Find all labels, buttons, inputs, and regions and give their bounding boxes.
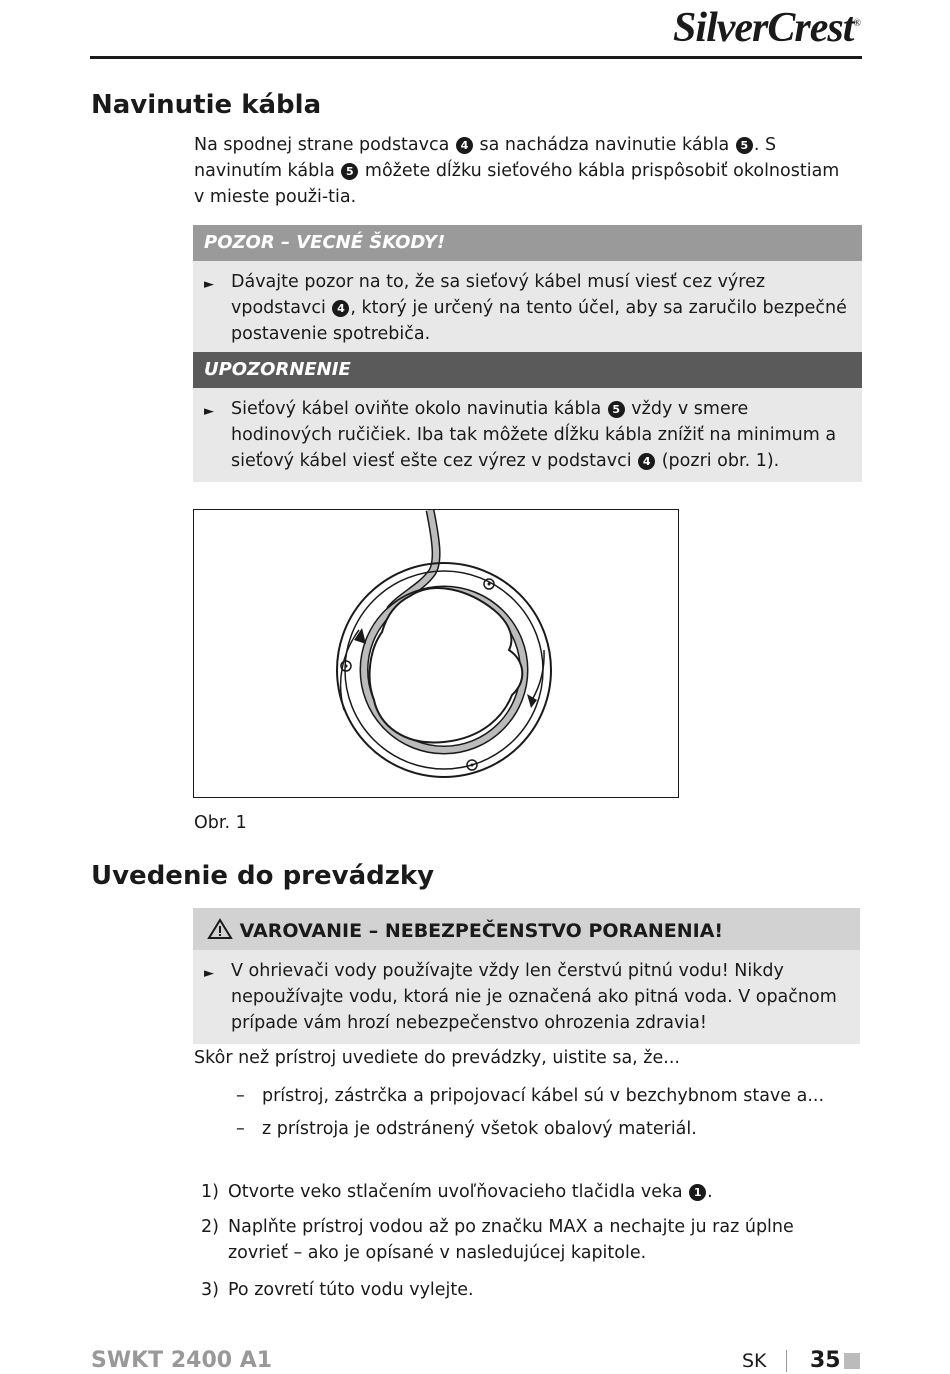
notice-box [193,352,862,482]
bullet-arrow-icon: ► [204,277,214,292]
caution-box [193,225,862,355]
footer-divider [786,1350,787,1372]
cable-wrap-illustration [194,510,678,797]
brand-logo: SilverCrest® [673,5,860,51]
bullet-arrow-icon: ► [204,404,214,419]
step-item: 3) Po zovretí túto vodu vylejte. [201,1280,474,1300]
footer-language: SK [742,1350,767,1372]
warning-heading: VAROVANIE – NEBEZPEČENSTVO PORANENIA! [193,908,860,950]
check-item: – prístroj, zástrčka a pripojovací kábel sú v bezchybnom stave a... [236,1086,825,1106]
footer-square-icon [844,1353,860,1369]
section-title-cable-wrap: Navinutie kábla [91,90,322,120]
warning-triangle-icon [207,918,233,940]
figure-cable-wrap [193,509,679,798]
warning-text: ► V ohrievači vody používajte vždy len čerstvú pitnú vodu! Nikdy nepoužívajte vodu, ktorá nie je označená ako pitná voda. V opačnom prípade vám hrozí nebezpečenstvo ohrozenia zdravia! [204,961,837,1033]
section-title-startup: Uvedenie do prevádzky [91,861,435,891]
check-item: – z prístroja je odstránený všetok obalový materiál. [236,1119,697,1139]
cable-wrap-paragraph: Na spodnej strane podstavca 4 sa nachádza navinutie kábla 5 . S navinutím kábla 5 môžete dĺžku sieťového kábla prispôsobiť okolnostiam v mieste použi-tia. [194,135,840,207]
step-item: 1) Otvorte veko stlačením uvoľňovacieho tlačidla veka 1 . [201,1182,713,1202]
caution-text: ► Dávajte pozor na to, že sa sieťový kábel musí viesť cez výrez vpodstavci 4 , ktorý je určený na tento účel, aby sa zaručilo bezpečné postavenie spotrebiča. [204,272,847,344]
caution-heading: POZOR – VECNÉ ŠKODY! [193,225,862,261]
startup-intro: Skôr než prístroj uvediete do prevádzky, uistite sa, že... [194,1048,680,1068]
bullet-arrow-icon: ► [204,966,214,981]
step-item: 2) Naplňte prístroj vodou až po značku MAX a nechajte ju raz úplne zovrieť – ako je opísané v nasledujúcej kapitole. [201,1217,794,1263]
warning-box [193,908,860,1044]
page-number: 35 [810,1348,841,1373]
figure-caption: Obr. 1 [194,813,247,833]
notice-heading: UPOZORNENIE [193,352,862,388]
header-rule [90,56,862,59]
notice-text: ► Sieťový kábel oviňte okolo navinutia kábla 5 vždy v smere hodinových ručičiek. Iba tak môžete dĺžku kábla znížiť na minimum a sieťový kábel viesť ešte cez výrez v podstavci 4 (pozri obr. 1). [204,399,837,471]
footer-model: SWKT 2400 A1 [91,1348,273,1373]
